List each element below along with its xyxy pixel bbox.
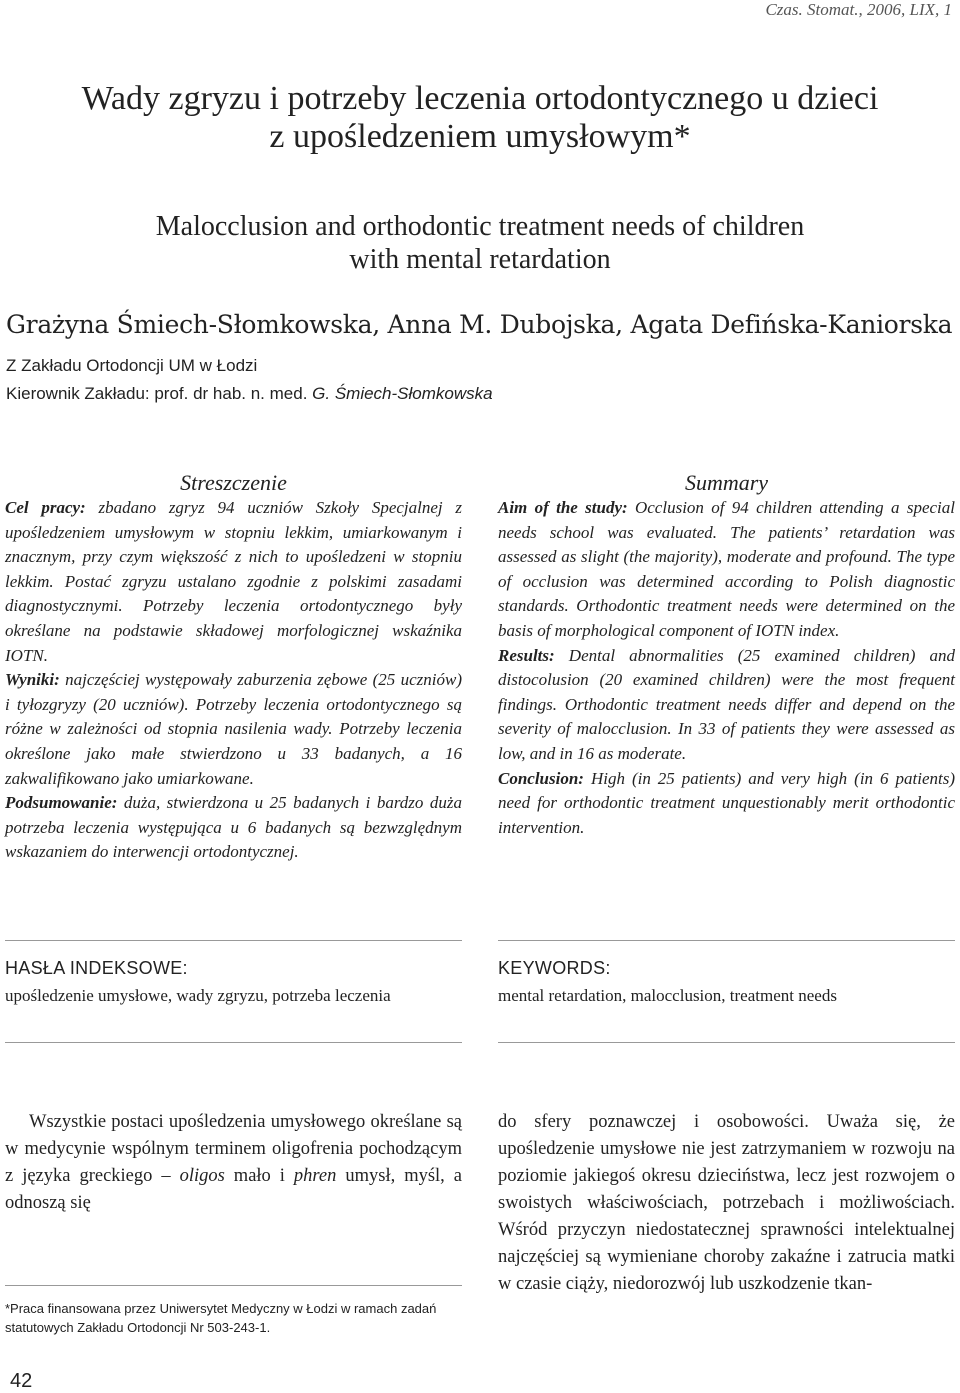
body-text-right-column [498, 1109, 955, 1298]
article-title-english [0, 210, 960, 276]
keywords-polish-bottom-rule [5, 1042, 462, 1043]
abstract-polish-aim-text: zbadano zgryz 94 uczniów Szkoły Specjalnej z upośledzeniem umysłowym w stopniu lekkim, umiarkowanym i znacznym, przy czym większość z nich to upośledzeni w stopniu lekkim. Postać zgryzu ustalano zgodnie z polskimi zasadami diagnostycznymi. Potrzeby leczenia ortodontycznego były określane na podstawie składowej morfologicznej wskaźnika IOTN. [5, 498, 462, 665]
abstract-english-results-text: Dental abnormalities (25 examined children) and distocolusion (20 examined children) were the most frequent findings. Orthodontic treatment needs differ and depend on the severity of malocclusion. In 33 of patients they were assessed as low, and in 16 as moderate. [498, 645, 955, 763]
keywords-english-bottom-rule [498, 1042, 955, 1043]
affiliation-head-name: G. Śmiech-Słomkowska [312, 384, 493, 403]
abstract-polish-results-label: Wyniki: [5, 670, 60, 690]
body-paragraph-left [5, 1109, 462, 1217]
abstract-polish [5, 496, 462, 865]
page-number: 42 [10, 1370, 33, 1392]
body-left-middle: mało i [224, 1166, 294, 1186]
body-left-intro: Wszystkie postaci upośledzenia umysłowego określane są w medycynie wspólnym terminem oligofrenia pochodzącym z języka greckiego – [5, 1112, 462, 1186]
footnote: *Praca finansowana przez Uniwersytet Medyczny w Łodzi w ramach zadań statutowych Zakładu Ortodoncji Nr 503-243-1. [5, 1301, 437, 1335]
abstract-english-conclusion-text: High (in 25 patients) and very high (in 6 patients) need for orthodontic treatment unquestionably merit orthodontic intervention. [498, 768, 955, 837]
body-left-term-phren: phren [293, 1166, 337, 1186]
keywords-polish-heading: HASŁA INDEKSOWE: [5, 958, 188, 978]
affiliation-department: Z Zakładu Ortodoncji UM w Łodzi [6, 356, 258, 375]
abstract-english-aim-label: Aim of the study: [498, 498, 628, 517]
body-paragraph-right: do sfery poznawczej i osobowości. Uważa się, że upośledzenie umysłowe nie jest zatrzymaniem w rozwoju na poziomie jakiegoś okresu dzieciństwa, lecz jest rozwojem o swoistych właściwościach, potrzebach i możliwościach. Wśród przyczyn niedostatecznej sprawności intelektualnej najczęściej są wymieniane choroby zakaźne i zatrucia matki w czasie ciąży, niedorozwój lub uszkodzenie tkan- [498, 1112, 955, 1294]
keywords-polish-text: upośledzenie umysłowe, wady zgryzu, potrzeba leczenia [5, 986, 391, 1005]
body-text-left-column [5, 1109, 462, 1217]
title-english-line-2: with mental retardation [349, 244, 611, 275]
abstract-english [498, 496, 955, 840]
abstract-polish-heading: Streszczenie [180, 470, 287, 495]
affiliation-head-prefix: Kierownik Zakładu: prof. dr hab. n. med. [6, 384, 313, 403]
journal-reference: Czas. Stomat., 2006, LIX, 1 [765, 0, 952, 19]
keywords-polish-top-rule [5, 940, 462, 941]
article-title-polish [0, 80, 960, 156]
abstract-polish-conclusion-label: Podsumowanie: [5, 793, 118, 813]
abstract-polish-conclusion-text: duża, stwierdzona u 25 badanych i bardzo duża potrzeba leczenia występująca u 6 badanych są bezwzględnym wskazaniem do interwencji ortodontycznej. [5, 793, 462, 862]
keywords-english-text: mental retardation, malocclusion, treatment needs [498, 986, 837, 1005]
body-left-term-oligos: oligos [179, 1166, 225, 1186]
title-polish-line-1: Wady zgryzu i potrzeby leczenia ortodontycznego u dzieci [81, 80, 879, 117]
abstract-english-heading: Summary [684, 470, 769, 495]
keywords-english-top-rule [498, 940, 955, 941]
affiliation-head [6, 384, 493, 404]
title-english-line-1: Malocclusion and orthodontic treatment needs of children [155, 211, 805, 242]
abstract-english-aim-text: Occlusion of 94 children attending a special needs school was evaluated. The patients’ retardation was assessed as slight (the majority), moderate and profound. The type of occlusion was determined according to Polish diagnostic standards. Orthodontic treatment needs were determined on the basis of morphological component of IOTN index. [498, 498, 955, 640]
keywords-english-heading: KEYWORDS: [498, 958, 611, 978]
title-polish-line-2: z upośledzeniem umysłowym* [269, 118, 691, 155]
abstract-english-results-label: Results: [498, 645, 555, 665]
abstract-polish-results-text: najczęściej występowały zaburzenia zębowe (25 uczniów) i tyłozgryzy (20 uczniów). Potrzeby leczenia ortodontycznego są różne w zależności od stopnia nasilenia wady. Potrzeby leczenia określone jako małe stwierdzono u 33 badanych, a 16 zakwalifikowano jako umiarkowane. [5, 670, 462, 788]
abstract-english-conclusion-label: Conclusion: [498, 768, 584, 788]
abstract-polish-aim-label: Cel pracy: [5, 498, 86, 517]
footnote-rule [5, 1285, 462, 1286]
author-list: Grażyna Śmiech-Słomkowska, Anna M. Dubojska, Agata Defińska-Kaniorska [6, 310, 953, 339]
body-left-end: umysł, myśl, a odnoszą się [5, 1166, 462, 1213]
